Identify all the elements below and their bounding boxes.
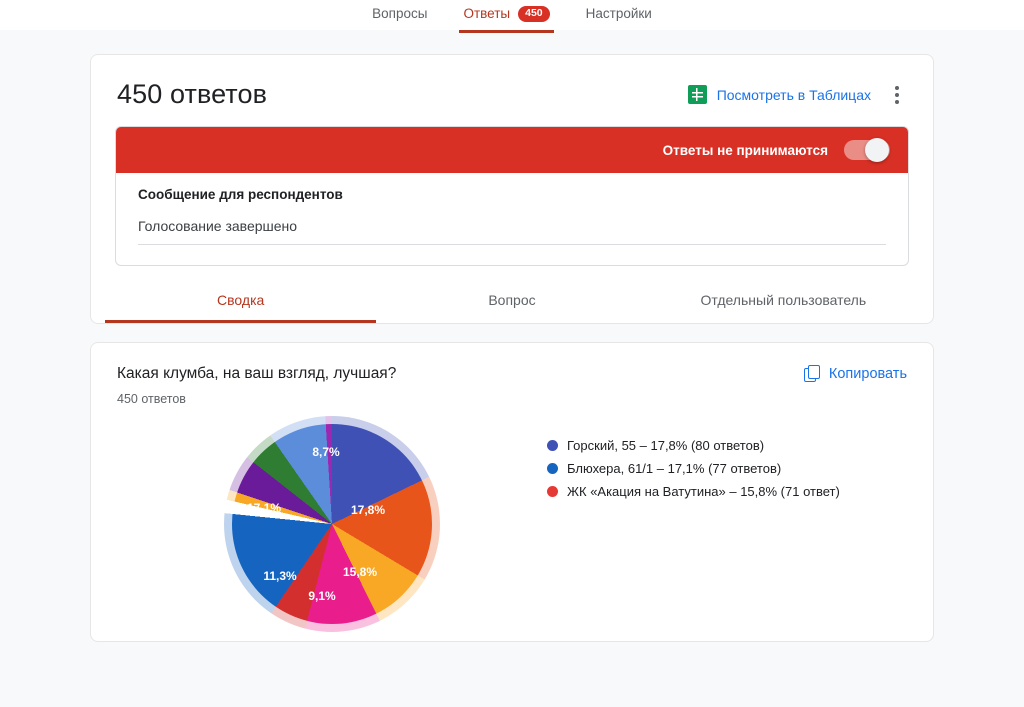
- tab-individual[interactable]: Отдельный пользователь: [700, 292, 867, 308]
- legend-color-dot: [547, 463, 558, 474]
- chart-row: [117, 424, 907, 624]
- accepting-responses-label: Ответы не принимаются: [662, 142, 828, 158]
- copy-chart-label: Копировать: [828, 366, 907, 382]
- responses-title: 450 ответов: [117, 79, 268, 109]
- kebab-menu-icon[interactable]: [885, 81, 909, 109]
- chart-legend: [547, 424, 907, 507]
- legend-item: [547, 438, 907, 453]
- legend-label: Блюхера, 61/1 – 17,1% (77 ответов): [567, 461, 782, 476]
- legend-color-dot: [547, 486, 558, 497]
- legend-item: [547, 484, 907, 499]
- respondent-message-input[interactable]: Голосование завершено: [138, 218, 886, 245]
- responses-view-tabs: [91, 292, 933, 323]
- kebab-dot: [895, 100, 899, 104]
- kebab-dot: [895, 86, 899, 90]
- view-in-sheets-label: Посмотреть в Таблицах: [716, 86, 871, 103]
- respondent-message-title: Сообщение для респондентов: [138, 187, 343, 202]
- pie-slice-label: 17,8%: [350, 503, 386, 517]
- accepting-responses-toggle[interactable]: [844, 140, 890, 160]
- page-body: [0, 54, 1024, 707]
- responses-count-badge: 450: [518, 6, 550, 22]
- copy-chart-button[interactable]: [804, 366, 907, 382]
- tab-settings-label: Настройки: [585, 6, 652, 21]
- accepting-responses-box: [115, 126, 909, 266]
- question-header: [117, 365, 907, 406]
- toggle-knob: [865, 138, 889, 162]
- tab-responses[interactable]: [459, 6, 553, 33]
- legend-item: [547, 461, 907, 476]
- question-response-count: 450 ответов: [117, 392, 186, 406]
- tab-question[interactable]: Вопрос: [488, 292, 536, 308]
- tab-responses-label: Ответы: [463, 6, 511, 21]
- view-in-sheets-button[interactable]: [688, 85, 871, 104]
- google-sheets-icon: [688, 85, 707, 104]
- copy-icon: [804, 366, 820, 382]
- respondent-message-area: [116, 173, 908, 265]
- tab-settings[interactable]: [582, 6, 656, 30]
- pie-slice-label: 15,8%: [342, 565, 378, 579]
- question-summary-card: [90, 342, 934, 642]
- tab-questions-label: Вопросы: [372, 6, 428, 21]
- pie-slice-label: 11,3%: [263, 569, 297, 583]
- pie-slice-label: 17,1%: [246, 501, 282, 515]
- pie-chart: [117, 424, 547, 624]
- legend-color-dot: [547, 440, 558, 451]
- tab-summary[interactable]: Сводка: [105, 292, 376, 323]
- pie-slice-label: 9,1%: [308, 589, 336, 603]
- responses-header: [91, 55, 933, 118]
- kebab-dot: [895, 93, 899, 97]
- pie-slice-label: 8,7%: [312, 445, 340, 459]
- legend-label: ЖК «Акация на Ватутина» – 15,8% (71 ответ): [567, 484, 840, 499]
- accepting-responses-bar: [116, 127, 908, 173]
- legend-label: Горский, 55 – 17,8% (80 ответов): [567, 438, 765, 453]
- responses-card: [90, 54, 934, 324]
- form-top-tabbar: [0, 0, 1024, 30]
- question-title: Какая клумба, на ваш взгляд, лучшая?: [117, 365, 397, 382]
- tab-questions[interactable]: [368, 6, 431, 30]
